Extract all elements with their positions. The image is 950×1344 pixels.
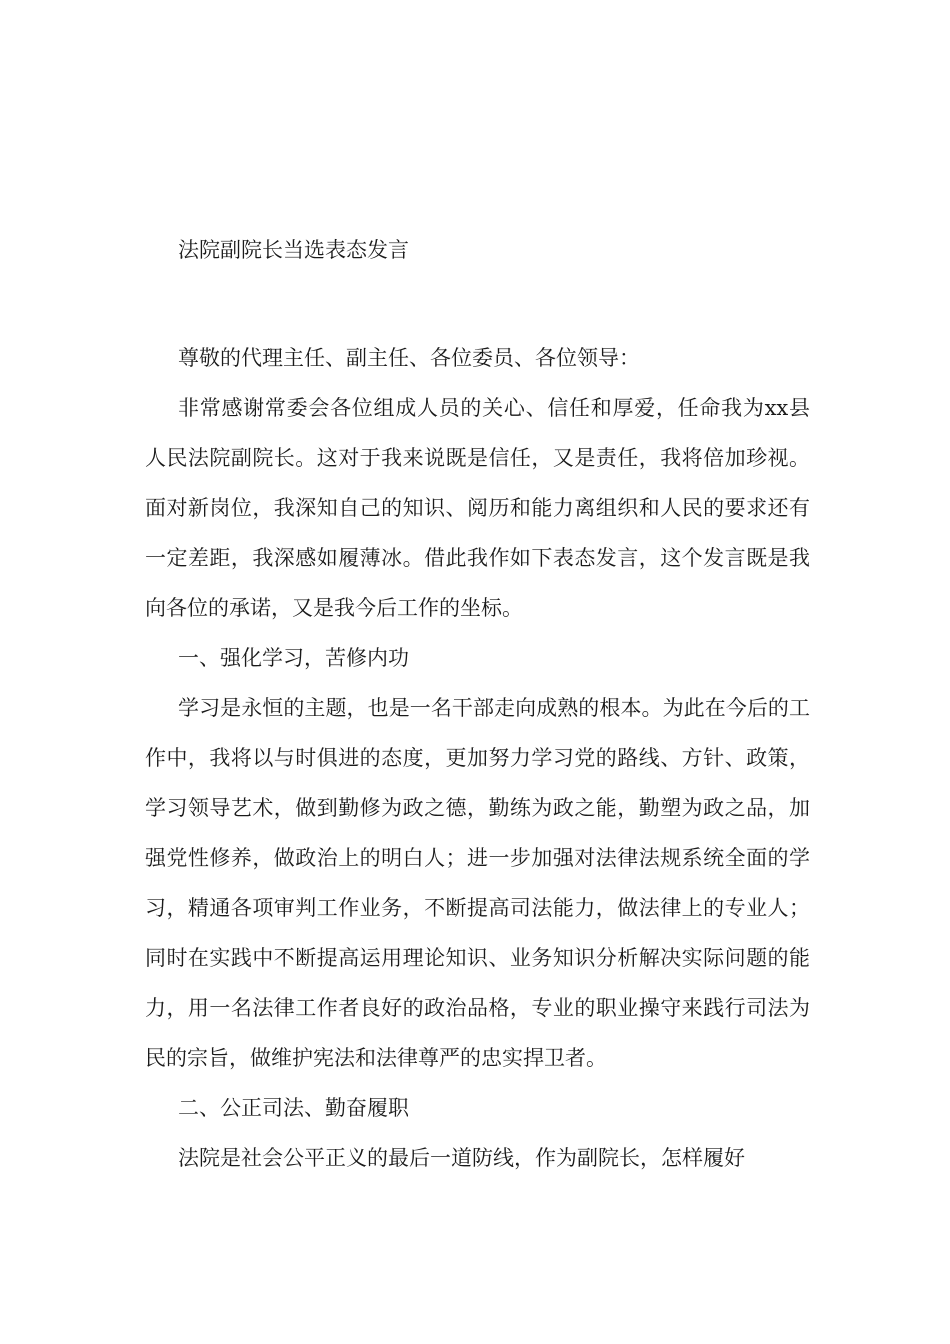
document-title: 法院副院长当选表态发言	[178, 238, 409, 262]
document-body	[145, 333, 810, 1183]
justice-paragraph: 法院是社会公平正义的最后一道防线，作为副院长，怎样履好	[178, 1146, 745, 1170]
opening-paragraph: 非常感谢常委会各位组成人员的关心、信任和厚爱，任命我为xx县人民法院副院长。这对于我来说既是信任，又是责任，我将倍加珍视。面对新岗位，我深知自己的知识、阅历和能力离组织和人民的要求还有一定差距，我深感如履薄冰。借此我作如下表态发言，这个发言既是我向各位的承诺，又是我今后工作的坐标。	[145, 396, 810, 620]
section-heading-1: 一、强化学习，苦修内功	[178, 646, 409, 670]
study-paragraph: 学习是永恒的主题，也是一名干部走向成熟的根本。为此在今后的工作中，我将以与时俱进的态度，更加努力学习党的路线、方针、政策，学习领导艺术，做到勤修为政之德，勤练为政之能，勤塑为政之品，加强党性修养，做政治上的明白人；进一步加强对法律法规系统全面的学习，精通各项审判工作业务，不断提高司法能力，做法律上的专业人；同时在实践中不断提高运用理论知识、业务知识分析解决实际问题的能力，用一名法律工作者良好的政治品格，专业的职业操守来践行司法为民的宗旨，做维护宪法和法律尊严的忠实捍卫者。	[145, 696, 810, 1070]
section-heading-2: 二、公正司法、勤奋履职	[178, 1096, 409, 1120]
salutation-paragraph: 尊敬的代理主任、副主任、各位委员、各位领导：	[178, 346, 640, 370]
